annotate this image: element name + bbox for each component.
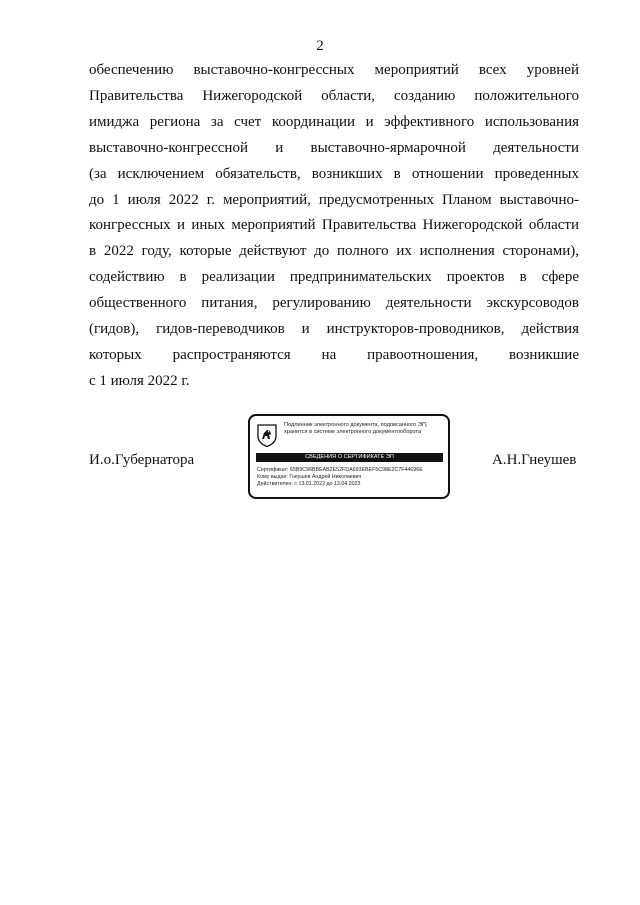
body-line: имиджа региона за счет координации и эффективного использования xyxy=(89,113,579,130)
electronic-signature-stamp xyxy=(248,414,450,499)
coat-of-arms-icon xyxy=(256,423,278,447)
body-line: которых распространяются на правоотношения, возникшие xyxy=(89,346,579,363)
body-line: (гидов), гидов-переводчиков и инструкторов-проводников, действия xyxy=(89,321,579,338)
signatory-position: И.о.Губернатора xyxy=(89,452,195,468)
body-line: с 1 июля 2022 г. xyxy=(89,372,190,389)
certificate-owner: Кому выдан: Гнеушев Андрей Николаевич xyxy=(257,473,362,480)
body-line: в 2022 году, которые действуют до полного их исполнения сторонами), xyxy=(89,243,579,260)
body-line: обеспечению выставочно-конгрессных мероприятий всех уровней xyxy=(89,62,579,78)
stamp-note: Подлинник электронного документа, подписанного ЭП, хранится в системе электронного документооборота xyxy=(284,422,428,435)
certificate-details xyxy=(257,467,447,487)
body-line: выставочно-конгрессной и выставочно-ярмарочной деятельности xyxy=(89,139,579,156)
signatory-name: А.Н.Гнеушев xyxy=(492,452,577,468)
certificate-number: Сертификат: 65B9C96BBEAB2E52FDA693EBEF5C98E2C7F44696E xyxy=(257,467,423,473)
body-line: содействию в реализации предпринимательских проектов в сфере xyxy=(89,269,579,286)
stamp-header: СВЕДЕНИЯ О СЕРТИФИКАТЕ ЭП xyxy=(256,453,443,462)
certificate-validity: Действителен: с 13.01.2022 до 13.04.2023 xyxy=(257,480,361,487)
body-line: (за исключением обязательств, возникших в отношении проведенных xyxy=(89,165,579,182)
body-line: конгрессных и иных мероприятий Правительства Нижегородской области xyxy=(89,217,579,234)
body-line: Правительства Нижегородской области, созданию положительного xyxy=(89,87,579,104)
body-line: до 1 июля 2022 г. мероприятий, предусмотренных Планом выставочно- xyxy=(89,191,579,208)
page-number: 2 xyxy=(316,38,324,54)
body-line: общественного питания, регулированию деятельности экскурсоводов xyxy=(89,295,579,312)
body-text xyxy=(89,58,579,395)
